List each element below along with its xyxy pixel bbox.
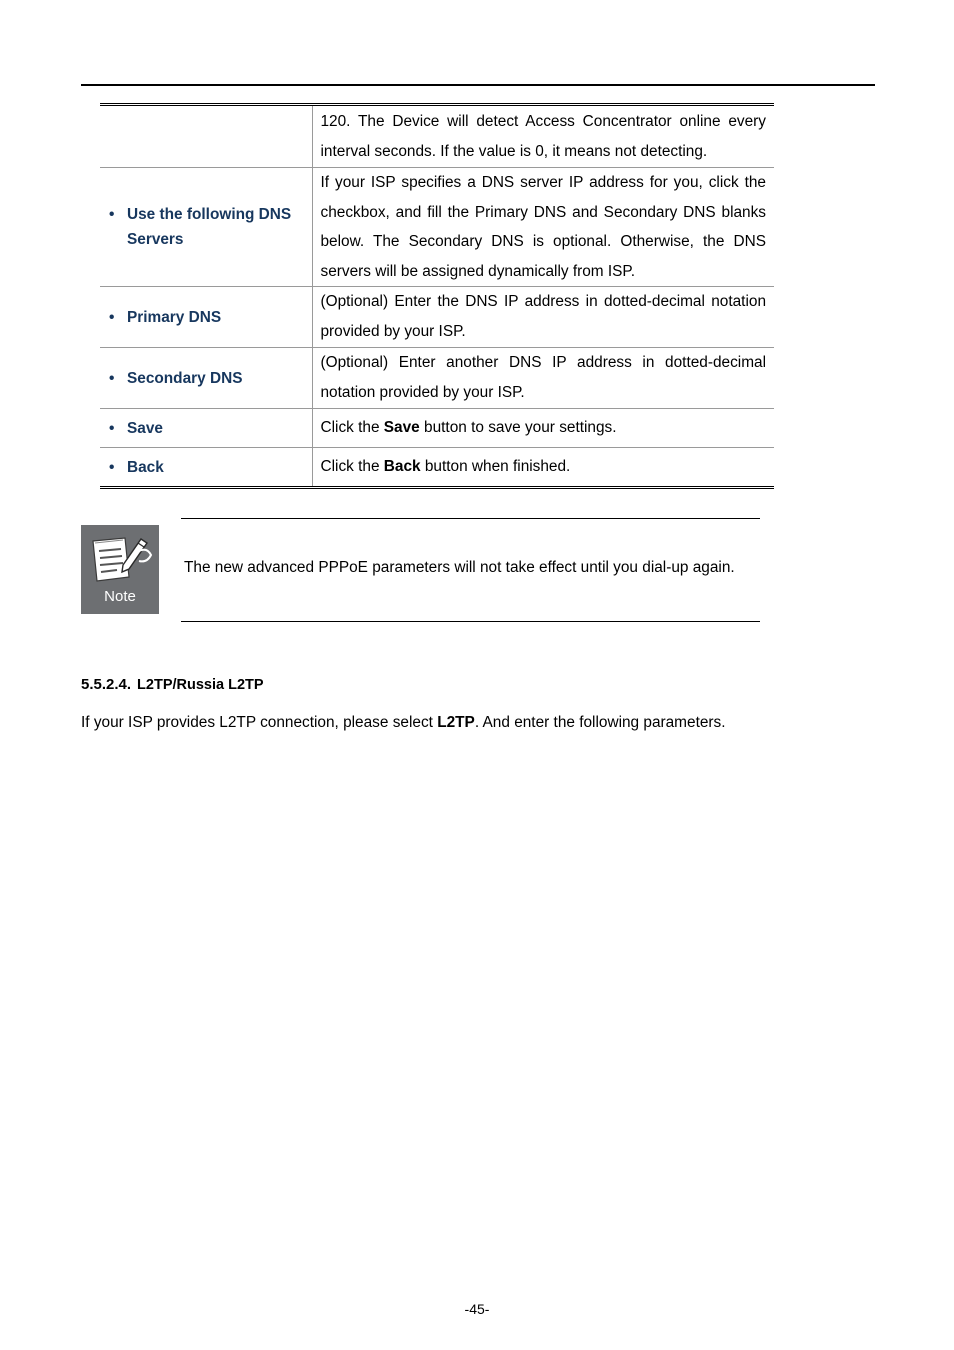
param-name: Back	[127, 458, 164, 476]
param-desc-bold: Save	[383, 419, 420, 436]
table-row	[100, 105, 774, 168]
note-label: Note	[104, 588, 136, 605]
paragraph-bold: L2TP	[437, 714, 475, 731]
section-title: L2TP/Russia L2TP	[137, 677, 264, 693]
param-desc: (Optional) Enter the DNS IP address in dotted-decimal notation provided by your ISP.	[320, 293, 766, 340]
param-desc-bold: Back	[383, 458, 421, 475]
paragraph-text: . And enter the following parameters.	[474, 714, 726, 731]
page-number: -45-	[464, 1301, 490, 1317]
param-desc: 120. The Device will detect Access Concentrator online every interval seconds. If the value is 0, it means not detecting.	[320, 113, 766, 160]
param-desc-cell	[312, 348, 774, 409]
table-row	[100, 348, 774, 409]
param-desc-cell	[312, 409, 774, 448]
param-name-cell	[100, 287, 312, 348]
param-name: Secondary DNS	[127, 369, 243, 387]
param-desc-text: Click the	[320, 458, 384, 475]
param-desc-text: button when finished.	[420, 458, 571, 475]
bullet-icon: •	[109, 458, 115, 476]
note-bottom-rule	[181, 621, 760, 622]
param-desc-cell	[312, 448, 774, 488]
paragraph-text: If your ISP provides L2TP connection, please select	[81, 714, 438, 731]
param-name-cell	[100, 409, 312, 448]
param-name-cell	[100, 168, 312, 287]
section-heading	[81, 676, 264, 693]
bullet-icon: •	[109, 369, 115, 387]
param-desc: If your ISP specifies a DNS server IP address for you, click the checkbox, and fill the Primary DNS and Secondary DNS blanks below. The Secondary DNS is optional. Otherwise, the DNS servers will be assigned dynamically from ISP.	[320, 174, 766, 280]
note-pencil-icon	[81, 525, 159, 614]
param-desc: (Optional) Enter another DNS IP address in dotted-decimal notation provided by your ISP.	[320, 354, 766, 401]
bullet-icon: •	[109, 206, 115, 223]
param-name: Use the following DNS Servers	[127, 206, 292, 248]
header-rule	[81, 84, 875, 86]
param-name-cell	[100, 448, 312, 488]
param-desc-cell	[312, 287, 774, 348]
param-name-cell	[100, 105, 312, 168]
param-name: Primary DNS	[127, 308, 222, 326]
param-desc-cell	[312, 105, 774, 168]
body-paragraph	[81, 714, 726, 732]
table-row	[100, 409, 774, 448]
param-desc-cell	[312, 168, 774, 287]
param-name: Save	[127, 419, 163, 437]
note-top-rule	[181, 518, 760, 519]
table-row	[100, 448, 774, 488]
parameter-table	[100, 103, 774, 489]
section-number: 5.5.2.4.	[81, 676, 132, 693]
note-text: The new advanced PPPoE parameters will not take effect until you dial-up again.	[184, 559, 735, 576]
table-row	[100, 168, 774, 287]
bullet-icon: •	[109, 308, 115, 326]
table-row	[100, 287, 774, 348]
param-desc-text: button to save your settings.	[419, 419, 617, 436]
param-desc-text: Click the	[320, 419, 384, 436]
bullet-icon: •	[109, 419, 115, 437]
param-name-cell	[100, 348, 312, 409]
